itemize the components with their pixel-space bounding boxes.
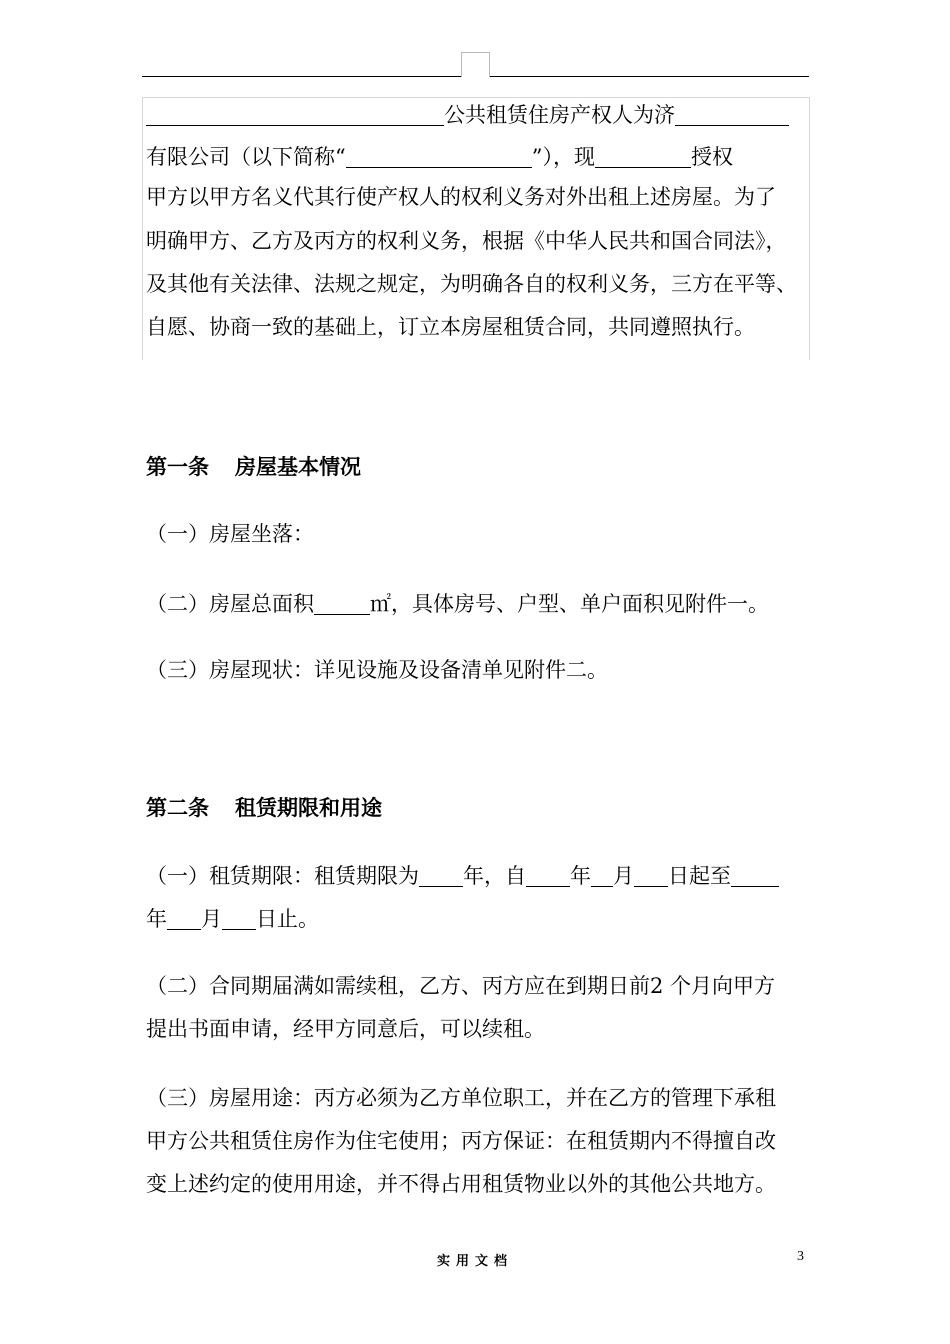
intro-line-2 (146, 145, 733, 168)
intro-text: ”），现 (531, 144, 595, 169)
item-text: 年，自 (463, 863, 526, 888)
item-text: 月 (201, 906, 222, 931)
intro-line-3: 甲方以甲方名义代其行使产权人的权利义务对外出租上述房屋。为了 (146, 185, 776, 209)
article-2-item-1-line-1 (146, 864, 779, 887)
intro-line-1 (146, 103, 789, 126)
blank-field[interactable] (419, 864, 463, 887)
article-label: 第二条 (146, 795, 209, 820)
blank-field[interactable] (146, 103, 444, 126)
blank-field[interactable] (222, 907, 256, 930)
article-1-item-2 (146, 592, 769, 615)
intro-text: 授权 (691, 144, 733, 169)
blank-field[interactable] (314, 592, 370, 615)
article-2-heading (146, 797, 382, 818)
article-1-heading (146, 456, 361, 477)
article-2-item-3-line-3: 变上述约定的使用用途，并不得占用租赁物业以外的其他公共地方。 (146, 1172, 776, 1196)
item-text: 年 (146, 906, 167, 931)
item-text: 日起至 (668, 863, 731, 888)
blank-field[interactable] (591, 864, 613, 887)
article-label: 第一条 (146, 454, 209, 479)
article-title: 租赁期限和用途 (235, 795, 382, 820)
intro-line-6: 自愿、协商一致的基础上，订立本房屋租赁合同，共同遵照执行。 (146, 315, 755, 339)
blank-field[interactable] (675, 103, 789, 126)
article-2-item-2-line-1: （二）合同期届满如需续租，乙方、丙方应在到期日前2 个月向甲方 (146, 974, 776, 998)
intro-line-5: 及其他有关法律、法规之规定，为明确各自的权利义务，三方在平等、 (146, 272, 797, 296)
article-2-item-3-line-2: 甲方公共租赁住房作为住宅使用；丙方保证：在租赁期内不得擅自改 (146, 1129, 776, 1153)
blank-field[interactable] (346, 145, 532, 168)
article-title: 房屋基本情况 (235, 454, 361, 479)
item-text: ㎡，具体房号、户型、单户面积见附件一。 (370, 591, 769, 616)
intro-text: 公共租赁住房产权人为济 (444, 102, 675, 127)
blank-field[interactable] (634, 864, 668, 887)
item-text: （一）租赁期限：租赁期限为 (146, 863, 419, 888)
page-number: 3 (797, 1249, 804, 1264)
blank-field[interactable] (526, 864, 570, 887)
article-2-item-2-line-2: 提出书面申请，经甲方同意后，可以续租。 (146, 1017, 545, 1041)
item-text: 日止。 (256, 906, 319, 931)
intro-line-4: 明确甲方、乙方及丙方的权利义务，根据《中华人民共和国合同法》， (146, 229, 787, 253)
blank-field[interactable] (167, 907, 201, 930)
article-2-item-1-line-2 (146, 907, 319, 930)
item-text: （二）房屋总面积 (146, 591, 314, 616)
header-box (461, 52, 490, 77)
item-text: 年 (570, 863, 591, 888)
article-1-item-1: （一）房屋坐落： (146, 522, 314, 546)
blank-field[interactable] (731, 864, 779, 887)
footer-label: 实用文档 (436, 1254, 513, 1269)
item-text: 月 (613, 863, 634, 888)
intro-text: 有限公司（以下简称“ (146, 144, 346, 169)
article-1-item-3: （三）房屋现状：详见设施及设备清单见附件二。 (146, 658, 608, 682)
blank-field[interactable] (595, 145, 691, 168)
article-2-item-3-line-1: （三）房屋用途：丙方必须为乙方单位职工，并在乙方的管理下承租 (146, 1086, 776, 1110)
